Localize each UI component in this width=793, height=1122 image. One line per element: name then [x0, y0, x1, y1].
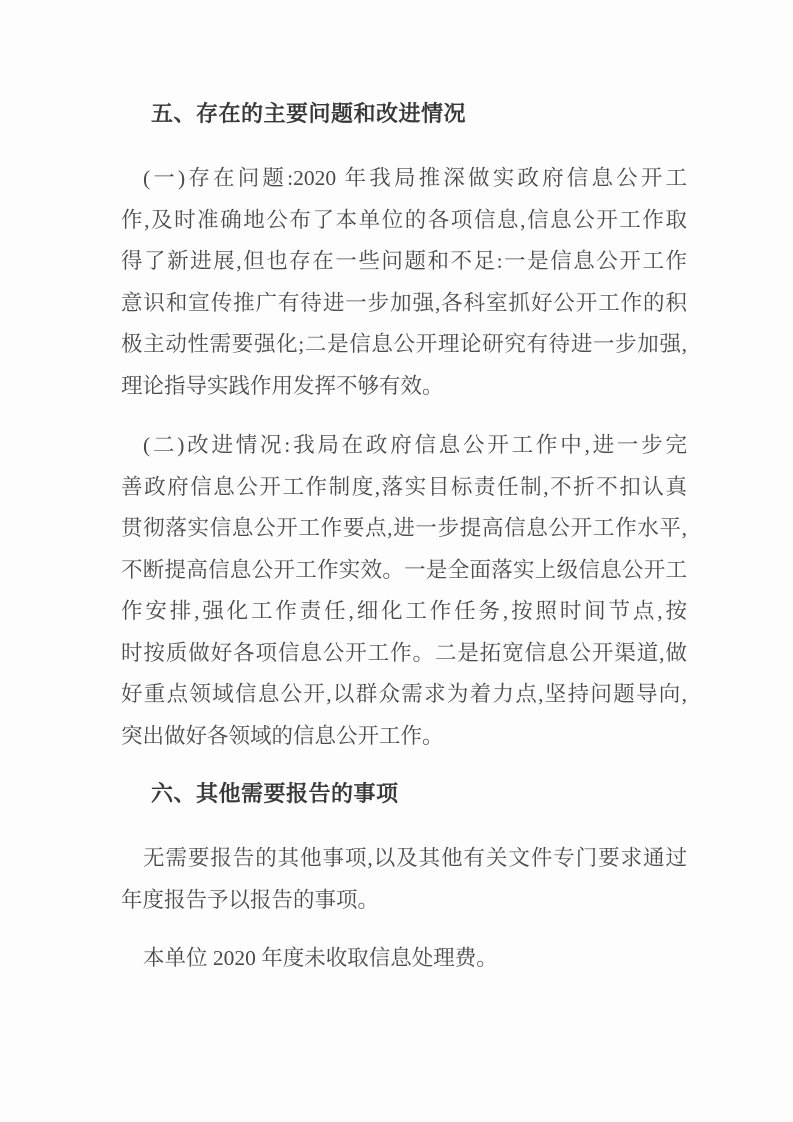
text-line: 得了新进展,但也存在一些问题和不足:一是信息公开工作: [121, 249, 687, 273]
text-line: 意识和宣传推广有待进一步加强,各科室抓好公开工作的积: [121, 290, 687, 315]
text-line: 极主动性需要强化;二是信息公开理论研究有待进一步加强,: [121, 332, 687, 356]
text-line: 突出做好各领域的信息公开工作。: [121, 723, 444, 748]
text-line: 作安排,强化工作责任,细化工作任务,按照时间节点,按: [121, 599, 687, 623]
text-line: 年度报告予以报告的事项。: [121, 887, 380, 912]
text-line: 不断提高信息公开工作实效。一是全面落实上级信息公开工: [121, 557, 687, 582]
section-heading-other-matters: 六、其他需要报告的事项: [151, 781, 399, 806]
section-heading-problems-improvements: 五、存在的主要问题和改进情况: [151, 101, 467, 126]
text-line: 好重点领域信息公开,以群众需求为着力点,坚持问题导向,: [121, 682, 687, 706]
paragraph-existing-problems: [121, 158, 687, 407]
paragraph-processing-fee: [121, 938, 687, 980]
paragraph-improvement-status: [121, 425, 687, 757]
text-line: 无需要报告的其他事项,以及其他有关文件专门要求通过: [143, 846, 687, 870]
text-line: 理论指导实践作用发挥不够有效。: [121, 373, 444, 398]
text-line: 贯彻落实信息公开工作要点,进一步提高信息公开工作水平,: [121, 516, 687, 540]
text-line: 本单位 2020 年度未收取信息处理费。: [143, 946, 498, 970]
paragraph-other-matters: [121, 838, 687, 921]
text-line: (一)存在问题:2020 年我局推深做实政府信息公开工: [143, 166, 687, 190]
text-line: 作,及时准确地公布了本单位的各项信息,信息公开工作取: [121, 207, 687, 232]
text-line: 时按质做好各项信息公开工作。二是拓宽信息公开渠道,做: [121, 640, 687, 665]
text-line: (二)改进情况:我局在政府信息公开工作中,进一步完: [143, 433, 687, 457]
text-line: 善政府信息公开工作制度,落实目标责任制,不折不扣认真: [121, 474, 687, 499]
